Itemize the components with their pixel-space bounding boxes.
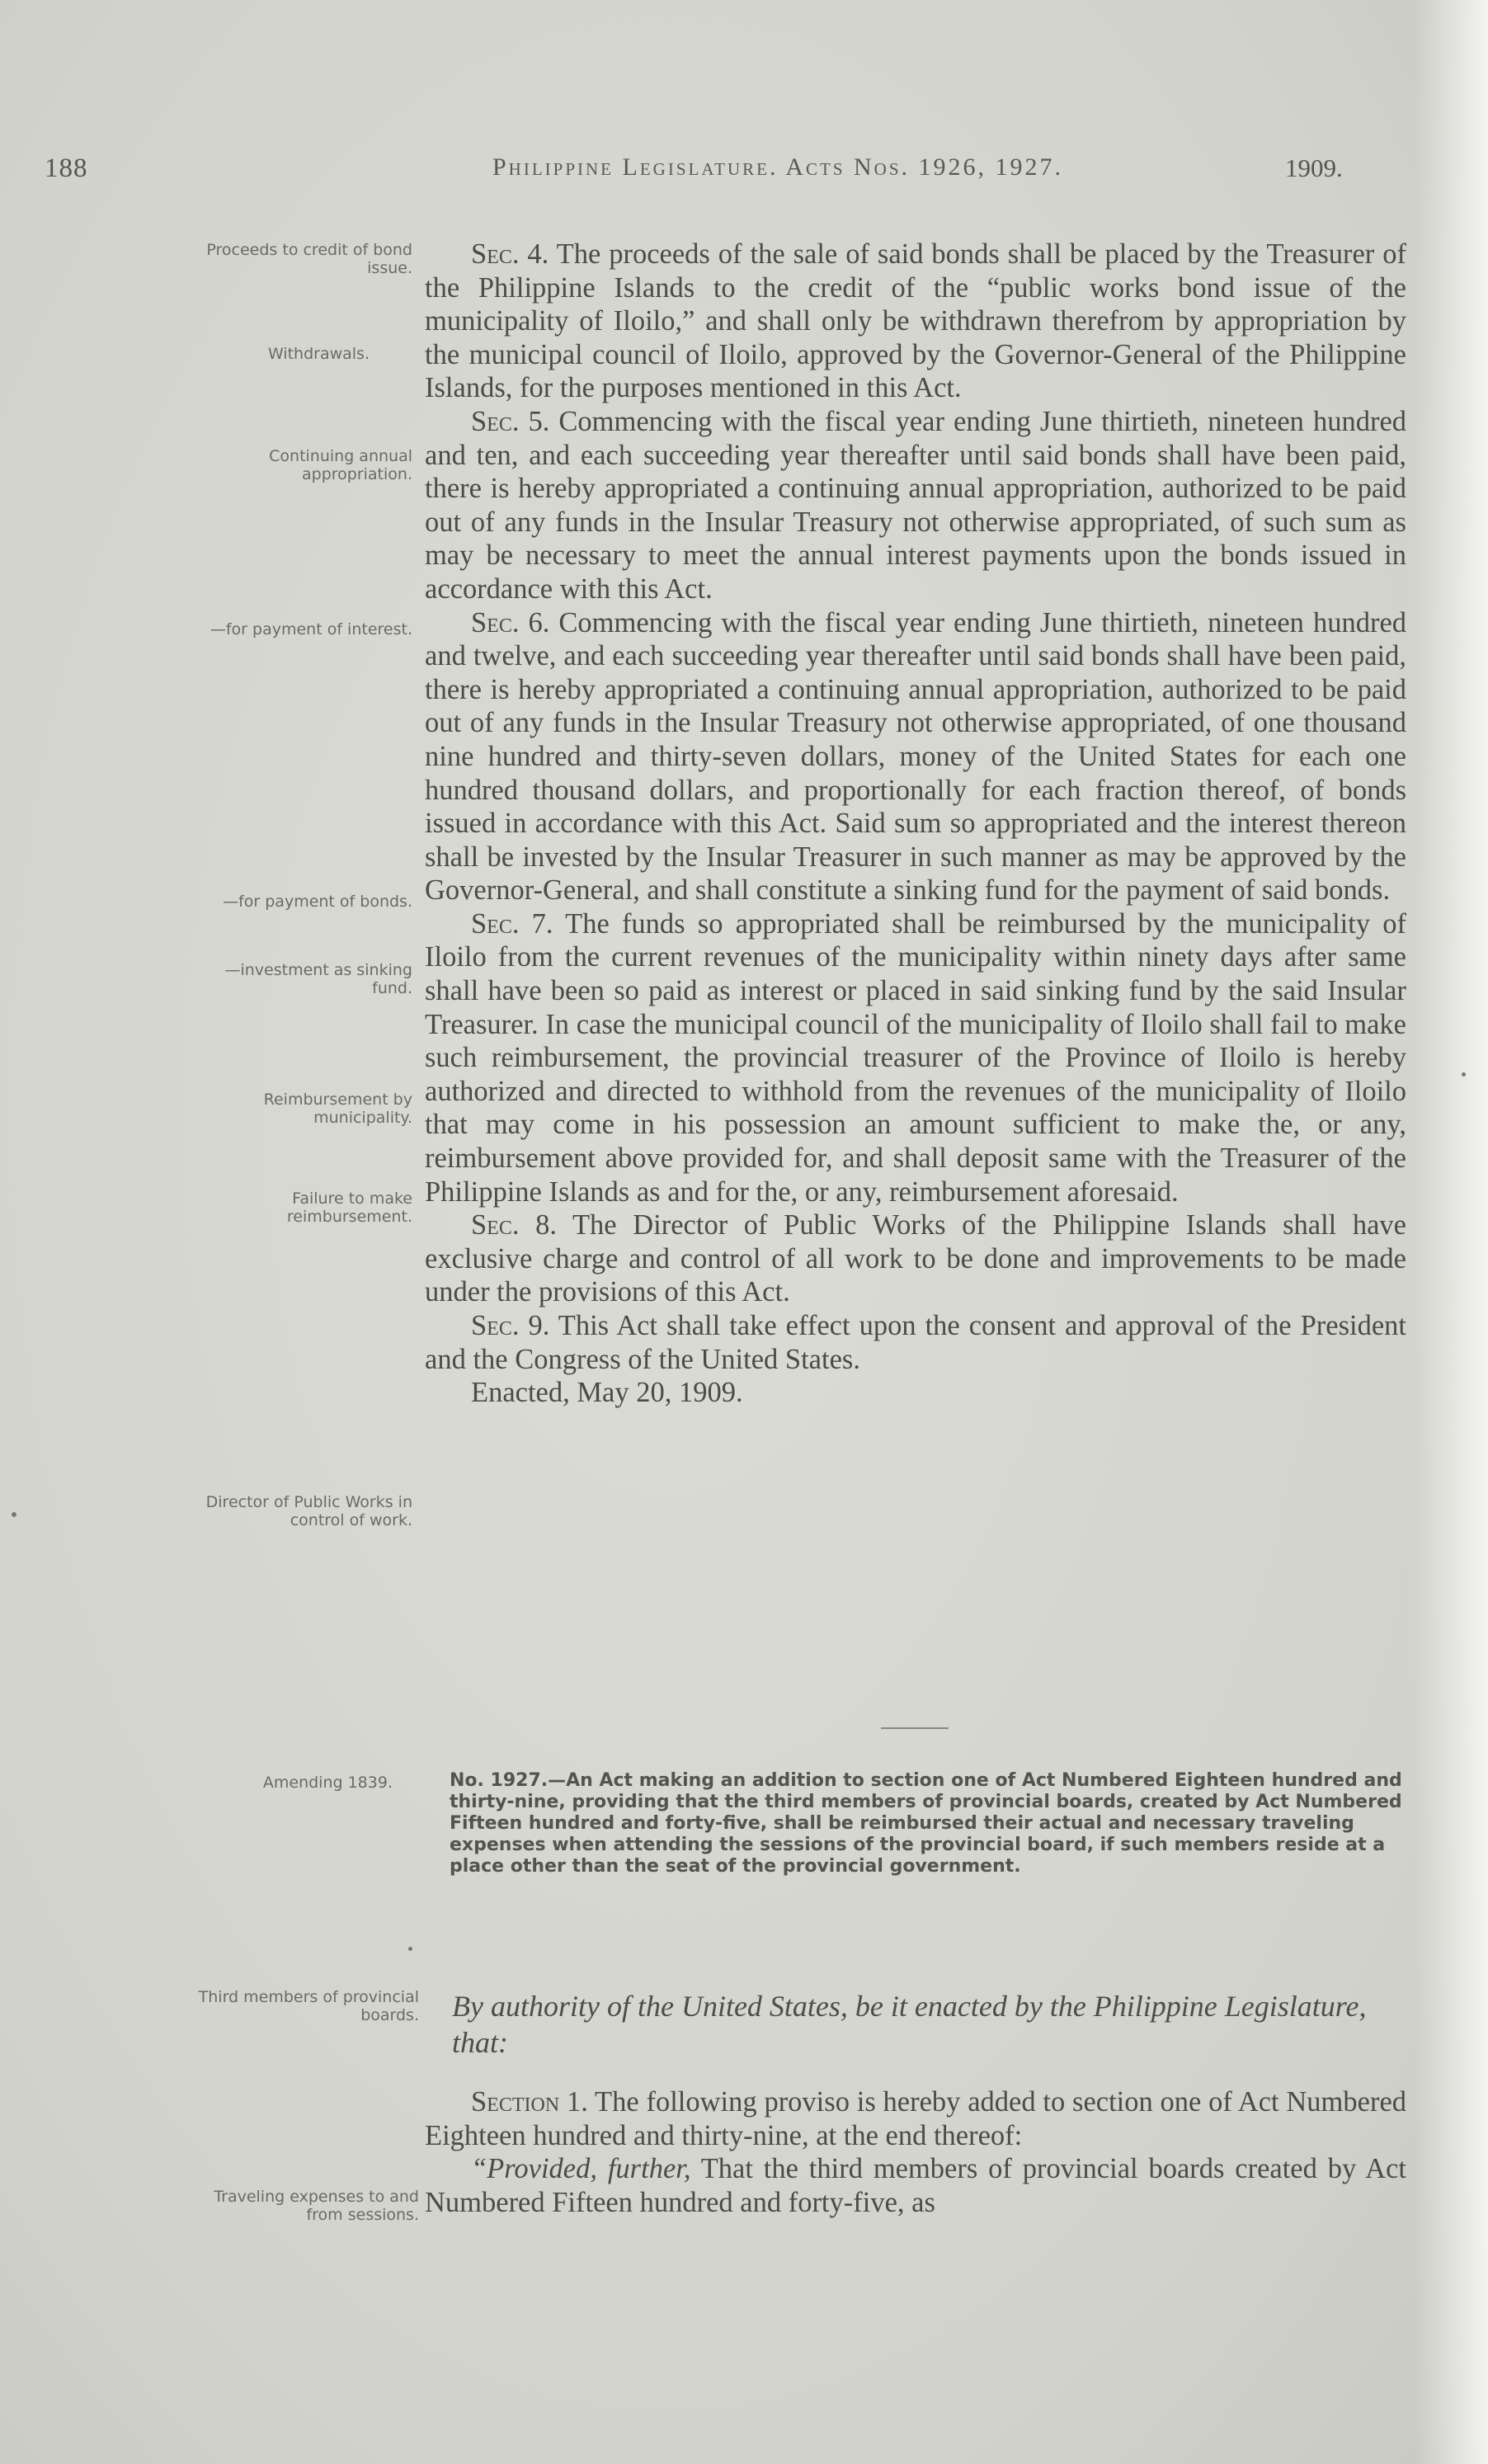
section-8-text: The Director of Public Works of the Philippine Islands shall have exclusive charge and control of all work to be done and improvements to be made under the provisions of this Act. (425, 1209, 1406, 1308)
speck (408, 1947, 412, 1951)
section-5 (425, 405, 1406, 606)
sidenote-withdrawals: Withdrawals. (267, 345, 370, 363)
speck (12, 1512, 16, 1517)
section-9-label: Sec. 9. (471, 1310, 550, 1341)
sidenote-traveling: Traveling expenses to and from sessions. (214, 2188, 419, 2224)
section-9-text: This Act shall take effect upon the consent and approval of the President and the Congress of the United States. (425, 1310, 1406, 1375)
sidenote-third-members: Third members of provincial boards. (198, 1988, 419, 2024)
proviso-lead: “Provided, further, (471, 2153, 691, 2185)
page-edge-shadow (1414, 0, 1488, 2464)
section-5-text: Commencing with the fiscal year ending June thirtieth, nineteen hundred and ten, and each succeeding year thereafter until said bonds shall have been paid, there is hereby appropriated a continuing annual appropriation, authorized to be paid out of any funds in the Insular Treasury not otherwise appropriated, of such sum as may be necessary to meet the annual interest payments upon the bonds issued in accordance with this Act. (425, 405, 1407, 605)
sidenote-continuing: Continuing annual appropriation. (269, 447, 412, 483)
section-9 (425, 1309, 1406, 1376)
enacting-clause: By authority of the United States, be it enacted by the Philippine Legislature, that: (452, 1990, 1367, 2059)
act-1926-text (425, 238, 1406, 1410)
sidenote-failure: Failure to make reimbursement. (286, 1190, 412, 1226)
separator-rule (881, 1727, 949, 1729)
act-1927-section-1-label: Section 1. (471, 2086, 588, 2118)
act-1927-section-1-text: The following proviso is hereby added to section one of Act Numbered Eighteen hundred and thirty-nine, at the end thereof: (425, 2086, 1407, 2151)
section-5-label: Sec. 5. (471, 405, 550, 437)
sidenote-reimbursement: Reimbursement by municipality. (263, 1091, 412, 1127)
page-header (0, 153, 1488, 195)
header-year: 1909. (1285, 153, 1343, 182)
sidenote-bonds: —for payment of bonds. (223, 893, 412, 911)
enacted-date: Enacted, May 20, 1909. (471, 1377, 743, 1409)
sidenote-proceeds: Proceeds to credit of bond issue. (206, 241, 412, 277)
section-8-label: Sec. 8. (471, 1209, 557, 1241)
act-1927-text (425, 2085, 1406, 2219)
proviso-text: That the third members of provincial boards created by Act Numbered Fifteen hundred and forty-five, as (425, 2153, 1406, 2218)
running-head: Philippine Legislature. Acts Nos. 1926, 1927. (492, 153, 1064, 181)
speck (1462, 1072, 1466, 1077)
sidenote-investment: —investment as sinking fund. (224, 961, 412, 997)
section-6 (425, 606, 1406, 907)
section-6-text: Commencing with the fiscal year ending June thirtieth, nineteen hundred and twelve, and each succeeding year thereafter until said bonds shall have been paid, there is hereby appropriated a continuing annual appropriation, authorized to be paid out of any funds in the Insular Treasury not otherwise appropriated, of one thousand nine hundred and thirty-seven dollars, money of the United States for each one hundred thousand dollars, and proportionally for each fraction thereof, of bonds issued in accordance with this Act. Said sum so appropriated and the interest thereon shall be invested by the Insular Treasurer in such manner as may be approved by the Governor-General, and shall constitute a sinking fund for the payment of said bonds. (425, 606, 1407, 907)
sidenote-director: Director of Public Works in control of work. (205, 1493, 412, 1529)
act-1927-summary: No. 1927.—An Act making an addition to section one of Act Numbered Eighteen hundred and thirty-nine, providing that the third members of provincial boards, created by Act Numbered Fifteen hundred and forty-five, shall be reimbursed their actual and necessary traveling expenses when attending the sessions of the provincial board, if such members reside at a place other than the seat of the provincial government. (450, 1770, 1402, 1877)
section-7-label: Sec. 7. (471, 907, 553, 940)
section-7-text: The funds so appropriated shall be reimbursed by the municipality of Iloilo from the current revenues of the municipality within ninety days after same shall have been so paid as interest or placed in said sinking fund by the said Insular Treasurer. In case the municipal council of the municipality of Iloilo shall fail to make such reimbursement, the provincial treasurer of the Province of Iloilo is hereby authorized and directed to withhold from the revenues of the municipality of Iloilo that may come in his possession an amount sufficient to make the, or any, reimbursement above provided for, and shall deposit same with the Treasurer of the Philippine Islands as and for the, or any, reimbursement aforesaid. (425, 907, 1406, 1208)
act-1927-section-1 (425, 2085, 1406, 2152)
section-7 (425, 907, 1406, 1208)
section-4-label: Sec. 4. (471, 238, 549, 270)
sidenote-interest: —for payment of interest. (210, 620, 412, 638)
sidenote-amending: Amending 1839. (262, 1774, 393, 1792)
section-4-text: The proceeds of the sale of said bonds shall be placed by the Treasurer of the Philippine Islands to the credit of the “public works bond issue of the municipality of Iloilo,” and shall only be withdrawn therefrom by appropriation by the municipal council of Iloilo, approved by the Governor-General of the Philippine Islands, for the purposes mentioned in this Act. (425, 238, 1406, 404)
section-8 (425, 1208, 1406, 1309)
section-4 (425, 238, 1406, 405)
section-6-label: Sec. 6. (471, 606, 550, 638)
proviso (425, 2152, 1406, 2219)
page-number: 188 (45, 153, 88, 183)
